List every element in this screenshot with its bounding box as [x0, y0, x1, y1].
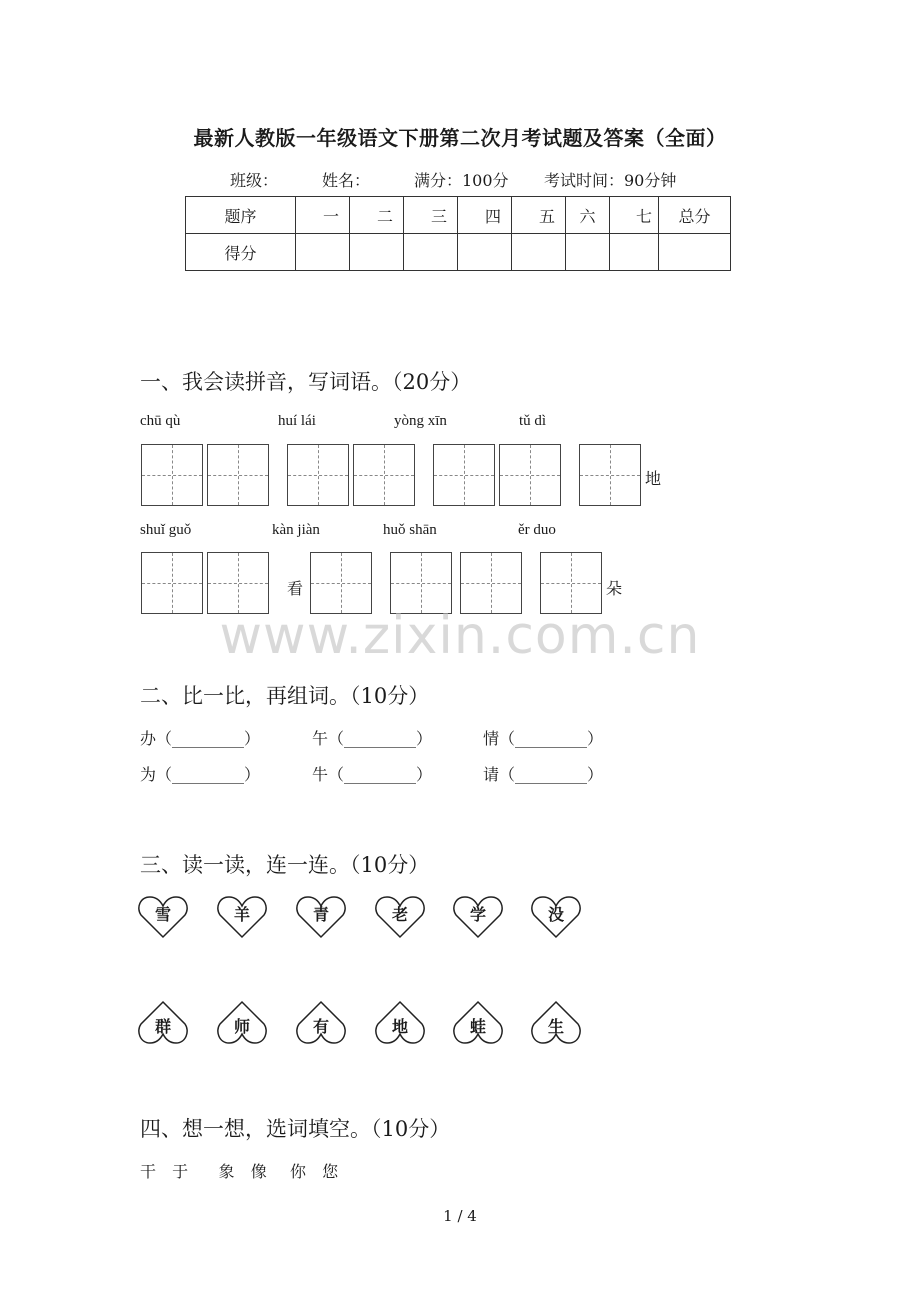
heart-card[interactable]	[217, 894, 267, 940]
word-blank[interactable]: 办（_________）	[140, 729, 261, 748]
heart-char: 老	[391, 905, 408, 924]
exam-time: 考试时间：90分钟	[544, 171, 677, 190]
heart-char: 雪	[154, 905, 171, 924]
section-1-heading: 一、我会读拼音，写词语。（20分）	[140, 370, 472, 394]
pinyin: huǒ shān	[383, 522, 437, 538]
word-blank[interactable]: 为（_________）	[140, 765, 261, 784]
header-cell: 四	[458, 197, 512, 234]
header-cell: 五	[512, 197, 566, 234]
score-cell[interactable]	[404, 234, 458, 271]
heart-card[interactable]	[453, 894, 503, 940]
pinyin: ěr duo	[518, 522, 556, 538]
pinyin: shuǐ guǒ	[140, 522, 192, 538]
pinyin: yòng xīn	[394, 413, 447, 429]
writing-grid[interactable]	[390, 552, 452, 614]
writing-grid[interactable]	[540, 552, 602, 614]
heart-char: 地	[391, 1017, 408, 1036]
writing-grid[interactable]	[141, 552, 203, 614]
writing-grid[interactable]	[579, 444, 641, 506]
inverted-heart-card[interactable]	[531, 1000, 581, 1046]
inverted-heart-card[interactable]	[453, 1000, 503, 1046]
header-cell: 七	[610, 197, 659, 234]
class-label: 班级：	[230, 171, 279, 190]
word-blank[interactable]: 情（_________）	[483, 729, 604, 748]
heart-card[interactable]	[531, 894, 581, 940]
score-cell[interactable]	[610, 234, 659, 271]
score-cell[interactable]	[296, 234, 350, 271]
heart-card[interactable]	[375, 894, 425, 940]
heart-card[interactable]	[138, 894, 188, 940]
section-4-heading: 四、想一想，选词填空。（10分）	[140, 1117, 451, 1141]
inverted-heart-card[interactable]	[138, 1000, 188, 1046]
inverted-heart-card[interactable]	[296, 1000, 346, 1046]
word-blank[interactable]: 牛（_________）	[312, 765, 433, 784]
heart-char: 有	[312, 1017, 329, 1036]
pinyin: chū qù	[140, 413, 181, 429]
heart-char: 师	[233, 1017, 250, 1036]
writing-grid[interactable]	[207, 552, 269, 614]
row-label: 得分	[186, 234, 296, 271]
header-cell: 总分	[659, 197, 731, 234]
writing-grid[interactable]	[310, 552, 372, 614]
score-cell[interactable]	[566, 234, 610, 271]
given-char: 地	[645, 469, 662, 488]
page-number: 1 / 4	[443, 1207, 477, 1225]
header-cell: 三	[404, 197, 458, 234]
header-cell: 六	[566, 197, 610, 234]
word-blank[interactable]: 请（_________）	[483, 765, 604, 784]
header-cell: 题序	[186, 197, 296, 234]
writing-grid[interactable]	[141, 444, 203, 506]
section-3-heading: 三、读一读，连一连。（10分）	[140, 853, 430, 877]
word-blank[interactable]: 午（_________）	[312, 729, 433, 748]
score-cell[interactable]	[659, 234, 731, 271]
score-table	[185, 196, 731, 271]
writing-grid[interactable]	[207, 444, 269, 506]
heart-char: 没	[547, 905, 564, 924]
given-char: 看	[287, 579, 304, 598]
section-2-heading: 二、比一比，再组词。（10分）	[140, 684, 430, 708]
heart-char: 群	[154, 1017, 171, 1036]
score-table-header-row	[186, 197, 731, 234]
heart-char: 羊	[233, 905, 250, 924]
writing-grid[interactable]	[433, 444, 495, 506]
page-title: 最新人教版一年级语文下册第二次月考试题及答案（全面）	[193, 126, 727, 150]
given-char: 朵	[606, 579, 623, 598]
writing-grid[interactable]	[499, 444, 561, 506]
writing-grid[interactable]	[460, 552, 522, 614]
score-cell[interactable]	[512, 234, 566, 271]
heart-char: 蛙	[469, 1017, 486, 1036]
pinyin: kàn jiàn	[272, 522, 320, 538]
score-cell[interactable]	[458, 234, 512, 271]
header-cell: 二	[350, 197, 404, 234]
pinyin: tǔ dì	[519, 413, 547, 429]
score-cell[interactable]	[350, 234, 404, 271]
word-choices: 干 于 象 像 你 您	[140, 1162, 341, 1181]
heart-char: 学	[469, 905, 486, 924]
heart-char: 生	[547, 1017, 564, 1036]
full-score: 满分：100分	[414, 171, 509, 190]
inverted-heart-card[interactable]	[217, 1000, 267, 1046]
heart-card[interactable]	[296, 894, 346, 940]
header-cell: 一	[296, 197, 350, 234]
heart-char: 青	[312, 905, 329, 924]
pinyin: huí lái	[278, 413, 316, 429]
score-table-score-row	[186, 234, 731, 271]
name-label: 姓名：	[322, 171, 371, 190]
inverted-heart-card[interactable]	[375, 1000, 425, 1046]
writing-grid[interactable]	[287, 444, 349, 506]
writing-grid[interactable]	[353, 444, 415, 506]
watermark: www.zixin.com.cn	[219, 606, 701, 666]
